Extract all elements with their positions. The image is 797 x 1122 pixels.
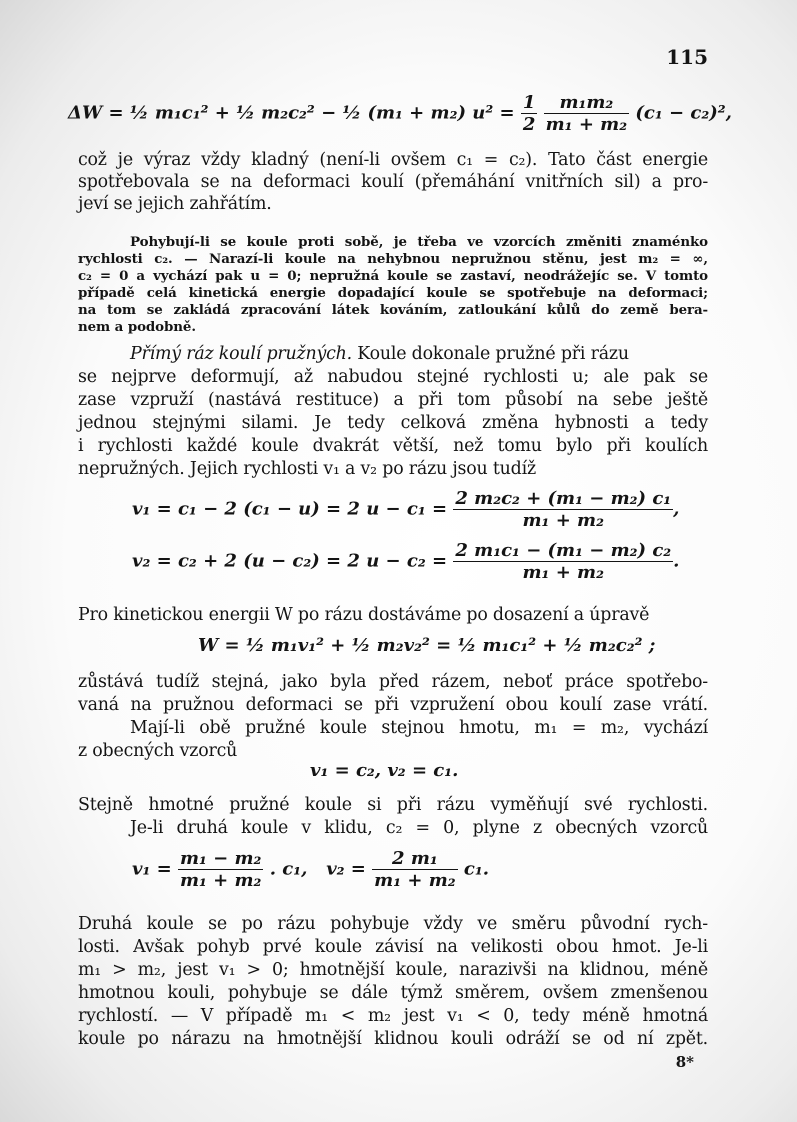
text-line: koule po nárazu na hmotnější klidnou kouli odráží se od ní zpět.: [78, 1029, 708, 1049]
text-line: hmotnou kouli, pohybuje se dále týmž směrem, ovšem zmenšenou: [78, 983, 708, 1003]
section-first-line: Přímý ráz koulí pružných. Koule dokonale pružné při rázu: [130, 344, 629, 364]
text-line: jeví se jejich zahřátím.: [78, 194, 272, 214]
text-line: Je-li druhá koule v klidu, c₂ = 0, plyne z obecných vzorců: [130, 818, 708, 838]
text-line: Mají-li obě pružné koule stejnou hmotu, m₁ = m₂, vychází: [130, 718, 708, 738]
fraction-rest-v1: $\frac{\text{m₁ − m₂}}{\text{m₁ + m₂}}$: [179, 848, 262, 891]
fraction-mass: $\frac{\text{m₁m₂}}{\text{m₁ + m₂}}$: [545, 92, 628, 135]
note-line: případě celá kinetická energie dopadající koule se spotřebuje na deformaci;: [78, 285, 708, 301]
section-heading: Přímý ráz koulí pružných.: [130, 344, 352, 364]
equation-w: W = ½ m₁v₁² + ½ m₂v₂² = ½ m₁c₁² + ½ m₂c₂² ;: [198, 635, 656, 656]
text-line: Stejně hmotné pružné koule si při rázu vyměňují své rychlosti.: [78, 795, 708, 815]
equation-delta-w: [68, 92, 732, 135]
equation-v2: v₂ = c₂ + 2 (u − c₂) = 2 u − c₂ = $\frac{\text{2 m₁c₁ − (m₁ − m₂) c₂}}{\text{m₁ + m₂}}$ .: [132, 540, 680, 583]
note-line: rychlosti c₂. — Narazí-li koule na nehybnou nepružnou stěnu, jest m₂ = ∞,: [78, 251, 708, 267]
equation-equal-mass: v₁ = c₂, v₂ = c₁.: [310, 760, 459, 781]
text-line: zůstává tudíž stejná, jako byla před rázem, neboť práce spotřebo-: [78, 672, 708, 692]
text-line: losti. Avšak pohyb prvé koule závisí na velikosti obou hmot. Je-li: [78, 937, 708, 957]
signature-mark: 8*: [675, 1053, 694, 1071]
equation-lhs: ΔW = ½ m₁c₁² + ½ m₂c₂² − ½ (m₁ + m₂) u² =: [68, 102, 521, 124]
text-line: jednou stejnými silami. Je tedy celková změna hybnosti a tedy: [78, 413, 708, 433]
text-line: nepružných. Jejich rychlosti v₁ a v₂ po rázu jsou tudíž: [78, 459, 536, 479]
text-line: spotřebovala se na deformaci koulí (přemáhání vnitřních sil) a pro-: [78, 172, 708, 192]
text-line: m₁ > m₂, jest v₁ > 0; hmotnější koule, narazivši na klidnou, méně: [78, 960, 708, 980]
text-line: Pro kinetickou energii W po rázu dostáváme po dosazení a úpravě: [78, 605, 650, 625]
equation-v1: v₁ = c₁ − 2 (c₁ − u) = 2 u − c₁ = $\frac{\text{2 m₂c₂ + (m₁ − m₂) c₁}}{\text{m₁ + m₂}}$ ,: [132, 488, 680, 531]
equation-rest: v₁ = $\frac{\text{m₁ − m₂}}{\text{m₁ + m₂}}$ . c₁, v₂ = $\frac{\text{2 m₁}}{\text{m₁ + m₂}}$ c₁.: [132, 848, 490, 891]
fraction-rest-v2: $\frac{\text{2 m₁}}{\text{m₁ + m₂}}$: [374, 848, 456, 891]
text-line: vaná na pružnou deformaci se při vzpružení obou koulí zase vrátí.: [78, 695, 708, 715]
note-line: na tom se zakládá zpracování látek kováním, zatloukání kůlů do země bera-: [78, 302, 708, 318]
text-line: zase vzpruží (nastává restituce) a při tom působí na sebe ještě: [78, 390, 708, 410]
note-line: nem a podobně.: [78, 319, 196, 335]
fraction-half: $\frac{1}{2}$: [522, 92, 536, 135]
text-line: což je výraz vždy kladný (není-li ovšem c₁ = c₂). Tato část energie: [78, 150, 708, 170]
fraction-v1: $\frac{\text{2 m₂c₂ + (m₁ − m₂) c₁}}{\text{m₁ + m₂}}$: [455, 488, 672, 531]
text-line: se nejprve deformují, až nabudou stejné rychlosti u; ale pak se: [78, 367, 708, 387]
note-line: c₂ = 0 a vychází pak u = 0; nepružná koule se zastaví, neodrážejíc se. V tomto: [78, 268, 708, 284]
text-line: rychlostí. — V případě m₁ < m₂ jest v₁ < 0, tedy méně hmotná: [78, 1006, 708, 1026]
equation-tail: (c₁ − c₂)²,: [635, 102, 732, 124]
text-line: z obecných vzorců: [78, 741, 238, 761]
note-line: Pohybují-li se koule proti sobě, je třeba ve vzorcích změniti znaménko: [130, 234, 708, 250]
page-number: 115: [666, 45, 708, 69]
text-line: Druhá koule se po rázu pohybuje vždy ve směru původní rych-: [78, 914, 708, 934]
text-line: i rychlosti každé koule dvakrát větší, než tomu bylo při koulích: [78, 436, 708, 456]
fraction-v2: $\frac{\text{2 m₁c₁ − (m₁ − m₂) c₂}}{\text{m₁ + m₂}}$: [455, 540, 672, 583]
